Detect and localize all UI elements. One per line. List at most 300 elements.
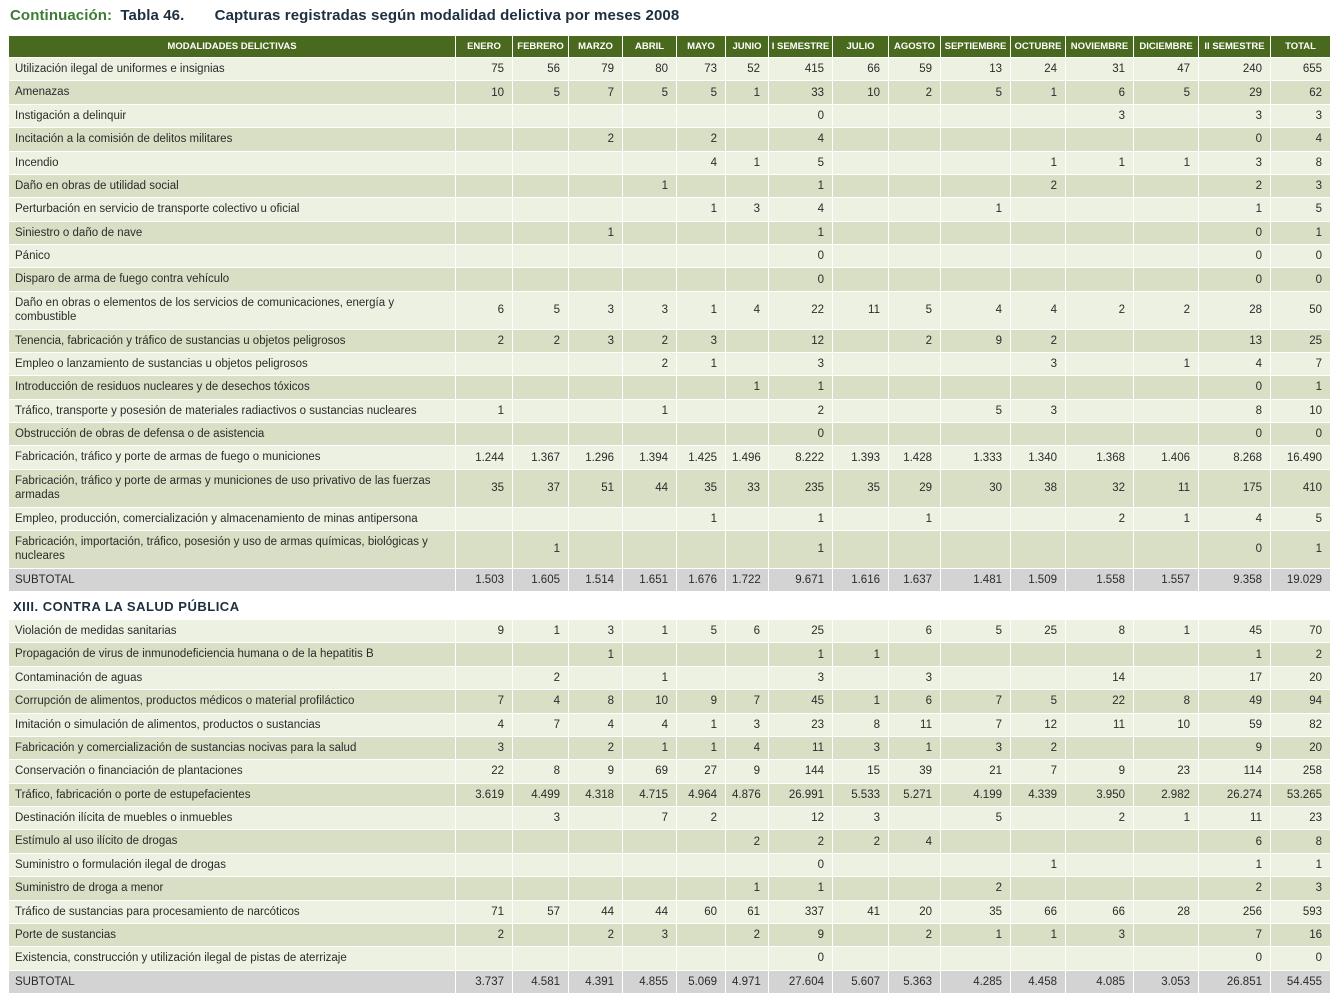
value-cell: 44 bbox=[623, 469, 677, 507]
value-cell bbox=[569, 423, 623, 446]
column-header-12: DICIEMBRE bbox=[1134, 36, 1199, 58]
value-cell bbox=[726, 352, 769, 375]
value-cell bbox=[889, 947, 941, 970]
value-cell bbox=[726, 643, 769, 666]
value-cell: 1 bbox=[726, 877, 769, 900]
column-header-0: ENERO bbox=[456, 36, 513, 58]
value-cell bbox=[513, 221, 569, 244]
value-cell bbox=[1134, 198, 1199, 221]
value-cell: 1.558 bbox=[1066, 568, 1134, 591]
value-cell bbox=[941, 947, 1011, 970]
value-cell: 10 bbox=[1134, 713, 1199, 736]
value-cell: 4 bbox=[726, 736, 769, 759]
value-cell bbox=[513, 736, 569, 759]
value-cell bbox=[726, 174, 769, 197]
value-cell: 1 bbox=[1134, 151, 1199, 174]
value-cell: 4 bbox=[726, 291, 769, 329]
value-cell bbox=[569, 947, 623, 970]
value-cell: 79 bbox=[569, 58, 623, 81]
value-cell bbox=[1011, 947, 1066, 970]
value-cell bbox=[513, 507, 569, 530]
value-cell: 57 bbox=[513, 900, 569, 923]
column-header-4: MAYO bbox=[677, 36, 726, 58]
value-cell: 2 bbox=[677, 128, 726, 151]
value-cell bbox=[623, 643, 677, 666]
value-cell: 45 bbox=[1199, 620, 1271, 643]
value-cell: 4 bbox=[623, 713, 677, 736]
value-cell: 2 bbox=[889, 923, 941, 946]
value-cell bbox=[677, 399, 726, 422]
value-cell bbox=[623, 151, 677, 174]
value-cell: 1 bbox=[941, 923, 1011, 946]
value-cell bbox=[1066, 128, 1134, 151]
value-cell: 1 bbox=[833, 690, 889, 713]
value-cell bbox=[889, 807, 941, 830]
value-cell: 12 bbox=[1011, 713, 1066, 736]
value-cell: 51 bbox=[569, 469, 623, 507]
value-cell: 3 bbox=[769, 352, 833, 375]
value-cell bbox=[623, 268, 677, 291]
page-title bbox=[0, 0, 1338, 24]
table-row bbox=[9, 104, 1331, 127]
table-row bbox=[9, 713, 1331, 736]
value-cell bbox=[569, 807, 623, 830]
row-label-cell: Fabricación, tráfico y porte de armas y municiones de uso privativo de las fuerzas armadas bbox=[9, 469, 456, 507]
value-cell: 25 bbox=[1271, 329, 1331, 352]
value-cell: 33 bbox=[726, 469, 769, 507]
value-cell: 1 bbox=[1011, 923, 1066, 946]
value-cell: 11 bbox=[1066, 713, 1134, 736]
header-row bbox=[9, 36, 1331, 58]
value-cell: 13 bbox=[1199, 329, 1271, 352]
value-cell bbox=[1066, 221, 1134, 244]
value-cell bbox=[889, 423, 941, 446]
table-row bbox=[9, 900, 1331, 923]
value-cell bbox=[569, 853, 623, 876]
row-label-cell: Incendio bbox=[9, 151, 456, 174]
value-cell bbox=[1011, 830, 1066, 853]
value-cell bbox=[513, 352, 569, 375]
value-cell: 7 bbox=[941, 690, 1011, 713]
value-cell: 1 bbox=[513, 620, 569, 643]
value-cell bbox=[513, 245, 569, 268]
value-cell: 1 bbox=[769, 877, 833, 900]
value-cell: 1 bbox=[1134, 807, 1199, 830]
value-cell bbox=[623, 877, 677, 900]
value-cell: 1.406 bbox=[1134, 446, 1199, 469]
value-cell bbox=[1134, 853, 1199, 876]
value-cell: 11 bbox=[769, 736, 833, 759]
value-cell: 30 bbox=[941, 469, 1011, 507]
value-cell: 2 bbox=[726, 923, 769, 946]
value-cell bbox=[569, 830, 623, 853]
value-cell: 60 bbox=[677, 900, 726, 923]
row-label-cell: Daño en obras de utilidad social bbox=[9, 174, 456, 197]
value-cell bbox=[1011, 104, 1066, 127]
value-cell bbox=[1011, 530, 1066, 568]
value-cell: 20 bbox=[889, 900, 941, 923]
table-row bbox=[9, 174, 1331, 197]
value-cell bbox=[623, 376, 677, 399]
table-row bbox=[9, 198, 1331, 221]
value-cell: 52 bbox=[726, 58, 769, 81]
value-cell bbox=[569, 268, 623, 291]
value-cell bbox=[1066, 198, 1134, 221]
value-cell bbox=[569, 399, 623, 422]
value-cell: 0 bbox=[769, 423, 833, 446]
value-cell: 1 bbox=[623, 620, 677, 643]
value-cell bbox=[1134, 128, 1199, 151]
value-cell bbox=[1134, 423, 1199, 446]
value-cell bbox=[833, 174, 889, 197]
value-cell bbox=[513, 174, 569, 197]
value-cell: 1 bbox=[769, 174, 833, 197]
value-cell: 2 bbox=[1134, 291, 1199, 329]
value-cell bbox=[1134, 268, 1199, 291]
value-cell bbox=[456, 507, 513, 530]
value-cell bbox=[677, 530, 726, 568]
value-cell: 8 bbox=[1134, 690, 1199, 713]
value-cell bbox=[889, 399, 941, 422]
value-cell bbox=[513, 151, 569, 174]
value-cell bbox=[623, 830, 677, 853]
value-cell bbox=[456, 530, 513, 568]
value-cell: 4.458 bbox=[1011, 970, 1066, 993]
table-row bbox=[9, 128, 1331, 151]
value-cell: 1.393 bbox=[833, 446, 889, 469]
value-cell: 5.271 bbox=[889, 783, 941, 806]
row-label-cell: Violación de medidas sanitarias bbox=[9, 620, 456, 643]
value-cell: 1 bbox=[1199, 643, 1271, 666]
value-cell: 1 bbox=[1271, 221, 1331, 244]
value-cell: 3 bbox=[623, 923, 677, 946]
value-cell bbox=[677, 423, 726, 446]
value-cell bbox=[623, 423, 677, 446]
value-cell bbox=[1066, 399, 1134, 422]
value-cell: 240 bbox=[1199, 58, 1271, 81]
value-cell bbox=[1011, 507, 1066, 530]
value-cell bbox=[1066, 423, 1134, 446]
value-cell bbox=[456, 151, 513, 174]
value-cell bbox=[941, 128, 1011, 151]
column-header-7: JULIO bbox=[833, 36, 889, 58]
value-cell: 1.616 bbox=[833, 568, 889, 591]
value-cell: 62 bbox=[1271, 81, 1331, 104]
value-cell: 16 bbox=[1271, 923, 1331, 946]
table-row bbox=[9, 245, 1331, 268]
value-cell: 6 bbox=[889, 620, 941, 643]
value-cell: 4.971 bbox=[726, 970, 769, 993]
value-cell: 6 bbox=[1066, 81, 1134, 104]
value-cell: 7 bbox=[726, 690, 769, 713]
row-label-cell: Corrupción de alimentos, productos médicos o material profiláctico bbox=[9, 690, 456, 713]
value-cell bbox=[941, 104, 1011, 127]
value-cell bbox=[889, 853, 941, 876]
value-cell: 7 bbox=[1271, 352, 1331, 375]
value-cell bbox=[833, 104, 889, 127]
value-cell: 0 bbox=[769, 104, 833, 127]
table-row bbox=[9, 507, 1331, 530]
value-cell bbox=[726, 507, 769, 530]
table-row bbox=[9, 620, 1331, 643]
value-cell bbox=[833, 853, 889, 876]
row-label-cell: Pánico bbox=[9, 245, 456, 268]
value-cell: 4 bbox=[1199, 352, 1271, 375]
value-cell: 144 bbox=[769, 760, 833, 783]
value-cell: 6 bbox=[889, 690, 941, 713]
value-cell bbox=[833, 128, 889, 151]
value-cell: 25 bbox=[769, 620, 833, 643]
value-cell bbox=[677, 947, 726, 970]
table-row bbox=[9, 877, 1331, 900]
row-label-cell: Existencia, construcción y utilización ilegal de pistas de aterrizaje bbox=[9, 947, 456, 970]
value-cell bbox=[677, 830, 726, 853]
value-cell bbox=[513, 643, 569, 666]
value-cell: 2 bbox=[1011, 174, 1066, 197]
value-cell bbox=[941, 423, 1011, 446]
value-cell: 8 bbox=[833, 713, 889, 736]
table-row bbox=[9, 446, 1331, 469]
value-cell: 1 bbox=[569, 221, 623, 244]
value-cell: 61 bbox=[726, 900, 769, 923]
value-cell bbox=[456, 198, 513, 221]
section-heading: XIII. CONTRA LA SALUD PÚBLICA bbox=[9, 592, 1331, 620]
value-cell bbox=[569, 151, 623, 174]
value-cell: 32 bbox=[1066, 469, 1134, 507]
row-label-cell: Incitación a la comisión de delitos militares bbox=[9, 128, 456, 151]
table-row bbox=[9, 643, 1331, 666]
value-cell: 22 bbox=[769, 291, 833, 329]
row-label-cell: Imitación o simulación de alimentos, productos o sustancias bbox=[9, 713, 456, 736]
value-cell: 12 bbox=[769, 807, 833, 830]
value-cell: 0 bbox=[1199, 221, 1271, 244]
value-cell: 6 bbox=[1199, 830, 1271, 853]
value-cell bbox=[513, 830, 569, 853]
value-cell: 33 bbox=[769, 81, 833, 104]
value-cell bbox=[1134, 666, 1199, 689]
row-label-cell: Daño en obras o elementos de los servicios de comunicaciones, energía y combustible bbox=[9, 291, 456, 329]
value-cell: 1.651 bbox=[623, 568, 677, 591]
value-cell: 2 bbox=[569, 736, 623, 759]
value-cell: 1.425 bbox=[677, 446, 726, 469]
table-row bbox=[9, 352, 1331, 375]
value-cell bbox=[1011, 245, 1066, 268]
value-cell bbox=[726, 947, 769, 970]
row-label-cell: SUBTOTAL bbox=[9, 568, 456, 591]
value-cell: 10 bbox=[623, 690, 677, 713]
value-cell bbox=[456, 830, 513, 853]
value-cell: 2 bbox=[456, 329, 513, 352]
value-cell bbox=[889, 530, 941, 568]
value-cell: 2 bbox=[889, 81, 941, 104]
value-cell: 59 bbox=[1199, 713, 1271, 736]
value-cell bbox=[889, 174, 941, 197]
value-cell bbox=[623, 530, 677, 568]
value-cell bbox=[889, 128, 941, 151]
value-cell: 3 bbox=[513, 807, 569, 830]
value-cell: 7 bbox=[1199, 923, 1271, 946]
value-cell bbox=[726, 807, 769, 830]
value-cell bbox=[569, 877, 623, 900]
value-cell: 9 bbox=[569, 760, 623, 783]
value-cell: 1.368 bbox=[1066, 446, 1134, 469]
value-cell bbox=[1134, 736, 1199, 759]
value-cell: 2 bbox=[726, 830, 769, 853]
row-label-cell: Utilización ilegal de uniformes e insignias bbox=[9, 58, 456, 81]
value-cell: 1 bbox=[726, 376, 769, 399]
row-label-cell: SUBTOTAL bbox=[9, 970, 456, 993]
value-cell: 4 bbox=[1199, 507, 1271, 530]
value-cell bbox=[677, 643, 726, 666]
value-cell bbox=[513, 399, 569, 422]
row-label-cell: Fabricación y comercialización de sustancias nocivas para la salud bbox=[9, 736, 456, 759]
value-cell: 4.964 bbox=[677, 783, 726, 806]
row-label-cell: Porte de sustancias bbox=[9, 923, 456, 946]
value-cell: 10 bbox=[833, 81, 889, 104]
value-cell: 11 bbox=[1199, 807, 1271, 830]
table-row bbox=[9, 221, 1331, 244]
value-cell: 3 bbox=[1066, 923, 1134, 946]
value-cell bbox=[1134, 329, 1199, 352]
table-row bbox=[9, 923, 1331, 946]
value-cell bbox=[456, 128, 513, 151]
value-cell bbox=[889, 877, 941, 900]
row-label-cell: Introducción de residuos nucleares y de desechos tóxicos bbox=[9, 376, 456, 399]
table-row bbox=[9, 947, 1331, 970]
value-cell: 82 bbox=[1271, 713, 1331, 736]
column-header-5: JUNIO bbox=[726, 36, 769, 58]
value-cell: 23 bbox=[769, 713, 833, 736]
value-cell bbox=[677, 268, 726, 291]
value-cell: 1 bbox=[677, 507, 726, 530]
value-cell: 1 bbox=[569, 643, 623, 666]
value-cell: 9 bbox=[726, 760, 769, 783]
value-cell: 4.581 bbox=[513, 970, 569, 993]
value-cell: 28 bbox=[1199, 291, 1271, 329]
value-cell bbox=[569, 174, 623, 197]
row-label-cell: Propagación de virus de inmunodeficiencia humana o de la hepatitis B bbox=[9, 643, 456, 666]
value-cell bbox=[1011, 423, 1066, 446]
value-cell: 3 bbox=[569, 291, 623, 329]
value-cell bbox=[941, 221, 1011, 244]
value-cell: 2 bbox=[769, 830, 833, 853]
row-label-cell: Obstrucción de obras de defensa o de asistencia bbox=[9, 423, 456, 446]
value-cell: 1.509 bbox=[1011, 568, 1066, 591]
value-cell: 94 bbox=[1271, 690, 1331, 713]
value-cell: 3 bbox=[889, 666, 941, 689]
value-cell: 47 bbox=[1134, 58, 1199, 81]
column-header-3: ABRIL bbox=[623, 36, 677, 58]
value-cell: 1.637 bbox=[889, 568, 941, 591]
value-cell: 0 bbox=[769, 853, 833, 876]
column-header-13: II SEMESTRE bbox=[1199, 36, 1271, 58]
title-text: Capturas registradas según modalidad delictiva por meses 2008 bbox=[214, 7, 680, 24]
value-cell: 5.533 bbox=[833, 783, 889, 806]
value-cell bbox=[941, 853, 1011, 876]
value-cell: 1.244 bbox=[456, 446, 513, 469]
subtotal-row bbox=[9, 970, 1331, 993]
value-cell: 24 bbox=[1011, 58, 1066, 81]
value-cell bbox=[569, 376, 623, 399]
value-cell: 1 bbox=[1271, 530, 1331, 568]
value-cell: 3 bbox=[1199, 151, 1271, 174]
value-cell: 9 bbox=[677, 690, 726, 713]
value-cell: 4 bbox=[456, 713, 513, 736]
value-cell bbox=[569, 530, 623, 568]
value-cell: 3.053 bbox=[1134, 970, 1199, 993]
value-cell: 1.496 bbox=[726, 446, 769, 469]
value-cell bbox=[889, 268, 941, 291]
row-label-cell: Tenencia, fabricación y tráfico de sustancias u objetos peligrosos bbox=[9, 329, 456, 352]
title-continuation-label: Continuación: bbox=[10, 7, 113, 24]
table-row bbox=[9, 736, 1331, 759]
value-cell bbox=[833, 245, 889, 268]
value-cell: 1 bbox=[889, 736, 941, 759]
value-cell bbox=[889, 104, 941, 127]
value-cell: 5.607 bbox=[833, 970, 889, 993]
value-cell bbox=[677, 853, 726, 876]
table-row bbox=[9, 58, 1331, 81]
value-cell bbox=[456, 877, 513, 900]
value-cell bbox=[1134, 643, 1199, 666]
value-cell bbox=[456, 423, 513, 446]
value-cell: 1.514 bbox=[569, 568, 623, 591]
value-cell: 1 bbox=[677, 352, 726, 375]
value-cell: 21 bbox=[941, 760, 1011, 783]
value-cell: 410 bbox=[1271, 469, 1331, 507]
value-cell: 1 bbox=[1271, 853, 1331, 876]
value-cell: 5 bbox=[941, 81, 1011, 104]
value-cell: 6 bbox=[456, 291, 513, 329]
value-cell: 0 bbox=[1199, 245, 1271, 268]
value-cell bbox=[1134, 830, 1199, 853]
value-cell: 8.222 bbox=[769, 446, 833, 469]
value-cell: 9.358 bbox=[1199, 568, 1271, 591]
value-cell: 4 bbox=[889, 830, 941, 853]
value-cell: 1 bbox=[623, 174, 677, 197]
table-row bbox=[9, 376, 1331, 399]
value-cell: 4.199 bbox=[941, 783, 1011, 806]
value-cell: 50 bbox=[1271, 291, 1331, 329]
value-cell: 5 bbox=[769, 151, 833, 174]
value-cell bbox=[513, 947, 569, 970]
value-cell bbox=[1134, 174, 1199, 197]
value-cell bbox=[1066, 643, 1134, 666]
column-header-14: TOTAL bbox=[1271, 36, 1331, 58]
value-cell: 1.722 bbox=[726, 568, 769, 591]
value-cell: 16.490 bbox=[1271, 446, 1331, 469]
column-header-11: NOVIEMBRE bbox=[1066, 36, 1134, 58]
value-cell bbox=[941, 245, 1011, 268]
value-cell: 26.274 bbox=[1199, 783, 1271, 806]
value-cell: 2 bbox=[513, 666, 569, 689]
value-cell: 5 bbox=[941, 620, 1011, 643]
value-cell: 1 bbox=[726, 151, 769, 174]
value-cell: 54.455 bbox=[1271, 970, 1331, 993]
value-cell: 5 bbox=[1271, 198, 1331, 221]
value-cell bbox=[1134, 530, 1199, 568]
table-header-row bbox=[9, 36, 1331, 58]
value-cell: 56 bbox=[513, 58, 569, 81]
table-row bbox=[9, 423, 1331, 446]
value-cell: 1 bbox=[1134, 352, 1199, 375]
value-cell bbox=[1134, 221, 1199, 244]
value-cell bbox=[941, 151, 1011, 174]
value-cell bbox=[1134, 877, 1199, 900]
value-cell bbox=[569, 666, 623, 689]
row-label-cell: Tráfico, transporte y posesión de materiales radiactivos o sustancias nucleares bbox=[9, 399, 456, 422]
value-cell bbox=[1134, 923, 1199, 946]
